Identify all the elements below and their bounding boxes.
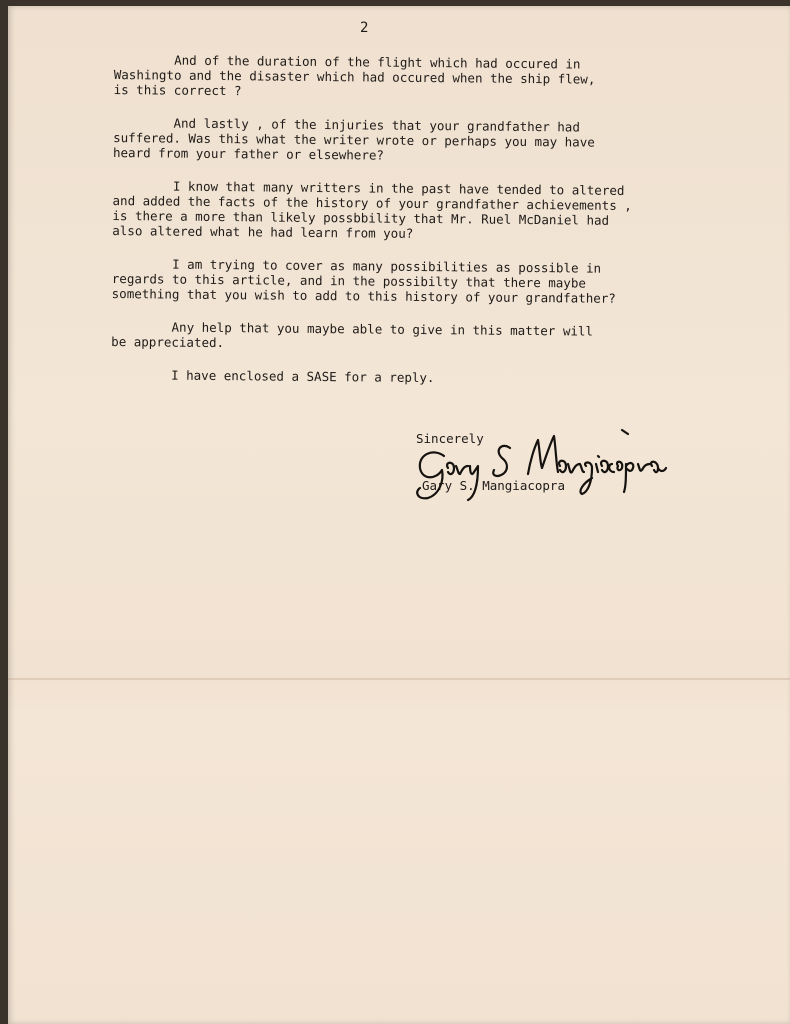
handwritten-signature	[410, 422, 720, 508]
paragraph-sase: I have enclosed a SASE for a reply.	[110, 366, 435, 386]
typed-name: Gary S. Mangiacopra	[422, 478, 565, 493]
paragraph-flight-duration: And of the duration of the flight which had occured in Washingto and the disaster which had occured when the ship flew, is this correct ?	[113, 52, 596, 99]
paragraph-injuries: And lastly , of the injuries that your grandfather had suffered. Was this what the writer wrote or perhaps you may have heard from your father or elsewhere?	[112, 114, 595, 163]
paragraph-possibilities: I am trying to cover as many possibilities as possible in regards to this article, and in the possibilty that there maybe something that you wish to add to this history of your grandfather?	[111, 255, 616, 306]
paragraph-help: Any help that you maybe able to give in this matter will be appreciated.	[111, 318, 594, 351]
page-number: 2	[360, 20, 369, 36]
paper-fold-line	[8, 678, 790, 680]
sign-off: Sincerely	[416, 431, 484, 446]
letter-body	[111, 52, 774, 406]
letter-page	[8, 6, 790, 1024]
paragraph-writers-altered: I know that many writters in the past have tended to altered and added the facts of the history of your grandfather achievements , is there a more than likely possbbility that Mr. Ruel McDaniel had also altered what he had learn from you?	[112, 177, 632, 241]
